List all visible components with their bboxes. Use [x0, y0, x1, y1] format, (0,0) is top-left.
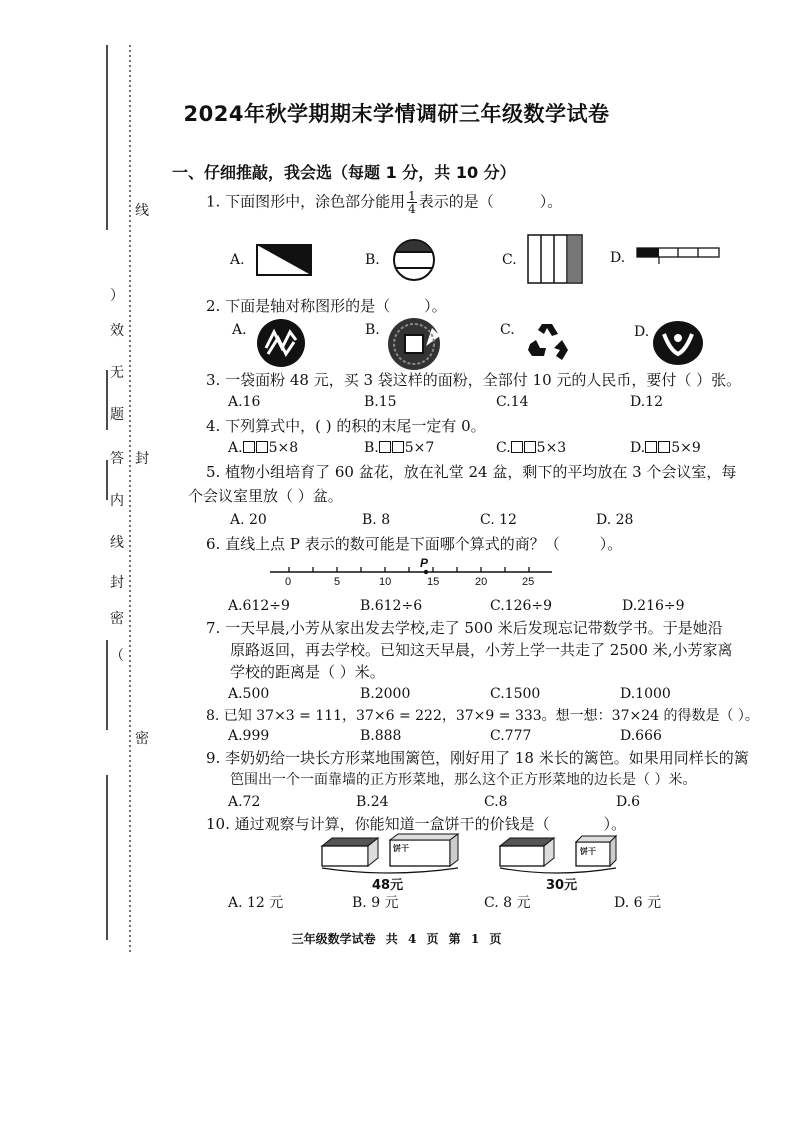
q9-option-b: B.24	[356, 794, 389, 810]
question-9-line1: 9. 李奶奶给一块长方形菜地围篱笆，刚好用了 18 米长的篱笆。如果用同样长的篱	[206, 749, 749, 767]
q5-option-b: B. 8	[362, 512, 391, 528]
q1-option-c-figure	[527, 234, 583, 284]
q2-option-d-logo	[652, 320, 704, 366]
question-10: 10. 通过观察与计算，你能知道一盒饼干的价钱是（ ）。	[206, 815, 627, 833]
question-2: 2. 下面是轴对称图形的是（ ）。	[206, 297, 447, 315]
question-7-line1: 7. 一天早晨,小芳从家出发去学校,走了 500 米后发现忘记带数学书。于是她沿	[206, 619, 723, 637]
q10-right-boxes	[496, 832, 632, 876]
q4-option-c: C. 5×3	[496, 440, 567, 456]
q10-option-b: B. 9 元	[352, 895, 399, 911]
q10-option-c: C. 8 元	[484, 895, 531, 911]
q7-option-a: A.500	[228, 686, 270, 702]
q1-option-a-label: A.	[230, 252, 245, 268]
point-p-label: P	[420, 556, 429, 570]
q4-option-d: D. 5×9	[630, 440, 701, 456]
tick-label: 10	[379, 576, 392, 588]
number-line	[268, 558, 558, 594]
q8-option-d: D.666	[620, 728, 662, 744]
q10-price-left: 48元	[372, 878, 404, 893]
q2-option-a-logo	[256, 318, 306, 368]
q7-option-c: C.1500	[490, 686, 541, 702]
q1-option-a-figure	[256, 244, 312, 276]
q5-option-c: C. 12	[480, 512, 517, 528]
question-7-line3: 学校的距离是（ ）米。	[230, 663, 385, 681]
q7-option-b: B.2000	[360, 686, 411, 702]
q5-option-d: D. 28	[596, 512, 634, 528]
q10-option-a: A. 12 元	[228, 895, 284, 911]
q1-option-b-figure	[392, 238, 436, 282]
q4-option-b: B. 5×7	[364, 440, 435, 456]
q1-option-d-label: D.	[610, 250, 626, 266]
margin-char: 答	[110, 451, 124, 467]
q2-option-a-label: A.	[232, 322, 247, 338]
page-footer: 三年级数学试卷 共 4 页 第 1 页	[291, 932, 502, 946]
q2-option-c-label: C.	[500, 322, 515, 338]
q1-option-d-figure	[636, 246, 720, 266]
margin-char: 封	[110, 575, 124, 591]
tick-label: 20	[475, 576, 488, 588]
question-5-line1: 5. 植物小组培育了 60 盆花，放在礼堂 24 盆，剩下的平均放在 3 个会议室，每	[206, 463, 737, 481]
question-7-line2: 原路返回，再去学校。已知这天早晨，小芳上学一共走了 2500 米,小芳家离	[230, 641, 733, 659]
q2-option-d-label: D.	[634, 324, 650, 340]
question-8: 8. 已知 37×3 = 111，37×6 = 222，37×9 = 333。想一想：37×24 的得数是（ ）。	[206, 708, 759, 724]
margin-char: 线	[110, 535, 124, 551]
question-3: 3. 一袋面粉 48 元，买 3 袋这样的面粉，全部付 10 元的人民币，要付（ ）张。	[206, 371, 742, 389]
margin-char: （	[110, 648, 124, 664]
box-label: 饼干	[393, 843, 409, 853]
q9-option-d: D.6	[616, 794, 641, 810]
q9-option-c: C.8	[484, 794, 508, 810]
q8-option-b: B.888	[360, 728, 402, 744]
question-9-line2: 笆围出一个一面靠墙的正方形菜地，那么这个正方形菜地的边长是（ ）米。	[230, 772, 697, 788]
q8-option-c: C.777	[490, 728, 532, 744]
question-1: 1. 下面图形中，涂色部分能用 $\frac{1}{4}$ 表示的是（ ）。	[206, 189, 563, 216]
margin-char: 无	[110, 365, 124, 381]
q7-option-d: D.1000	[620, 686, 671, 702]
q4-option-a: A. 5×8	[228, 440, 299, 456]
question-6: 6. 直线上点 P 表示的数可能是下面哪个算式的商？（ ）。	[206, 535, 623, 553]
tick-label: 15	[427, 576, 440, 588]
margin-char: 密	[135, 731, 149, 747]
margin-char: 题	[110, 407, 124, 423]
box-label: 饼干	[580, 846, 596, 856]
fraction: $\frac{1}{4}$	[408, 189, 416, 216]
q6-option-c: C.126÷9	[490, 598, 553, 614]
q6-option-b: B.612÷6	[360, 598, 423, 614]
question-5-line2: 个会议室里放（ ）盆。	[188, 487, 343, 505]
q10-option-d: D. 6 元	[614, 895, 661, 911]
margin-char: 内	[110, 493, 124, 509]
margin-char: 封	[135, 451, 149, 467]
q1-option-b-label: B.	[365, 252, 380, 268]
q6-option-a: A.612÷9	[228, 598, 290, 614]
tick-label: 5	[334, 576, 341, 588]
margin-char: ）	[110, 288, 124, 304]
tick-label: 25	[522, 576, 535, 588]
q3-option-d: D.12	[630, 394, 663, 410]
page-title: 2024年秋学期期末学情调研三年级数学试卷	[183, 102, 610, 126]
q10-left-boxes	[318, 832, 464, 876]
q8-option-a: A.999	[228, 728, 270, 744]
q3-option-a: A.16	[228, 394, 261, 410]
margin-char: 效	[110, 323, 124, 339]
point-p-marker	[424, 570, 428, 574]
q3-option-b: B.15	[364, 394, 397, 410]
tick-label: 0	[285, 576, 292, 588]
q5-option-a: A. 20	[230, 512, 267, 528]
recycle-icon	[522, 318, 572, 366]
q6-option-d: D.216÷9	[622, 598, 685, 614]
q2-option-b-label: B.	[365, 322, 380, 338]
q1-option-c-label: C.	[502, 252, 517, 268]
q10-price-right: 30元	[546, 878, 578, 893]
margin-char: 线	[135, 203, 149, 219]
section-heading: 一、仔细推敲，我会选（每题 1 分，共 10 分）	[172, 163, 516, 182]
q3-option-c: C.14	[496, 394, 529, 410]
q9-option-a: A.72	[228, 794, 261, 810]
margin-char: 密	[110, 611, 124, 627]
q2-option-b-logo	[386, 316, 442, 372]
question-4: 4. 下列算式中，( ) 的积的末尾一定有 0。	[206, 417, 486, 435]
